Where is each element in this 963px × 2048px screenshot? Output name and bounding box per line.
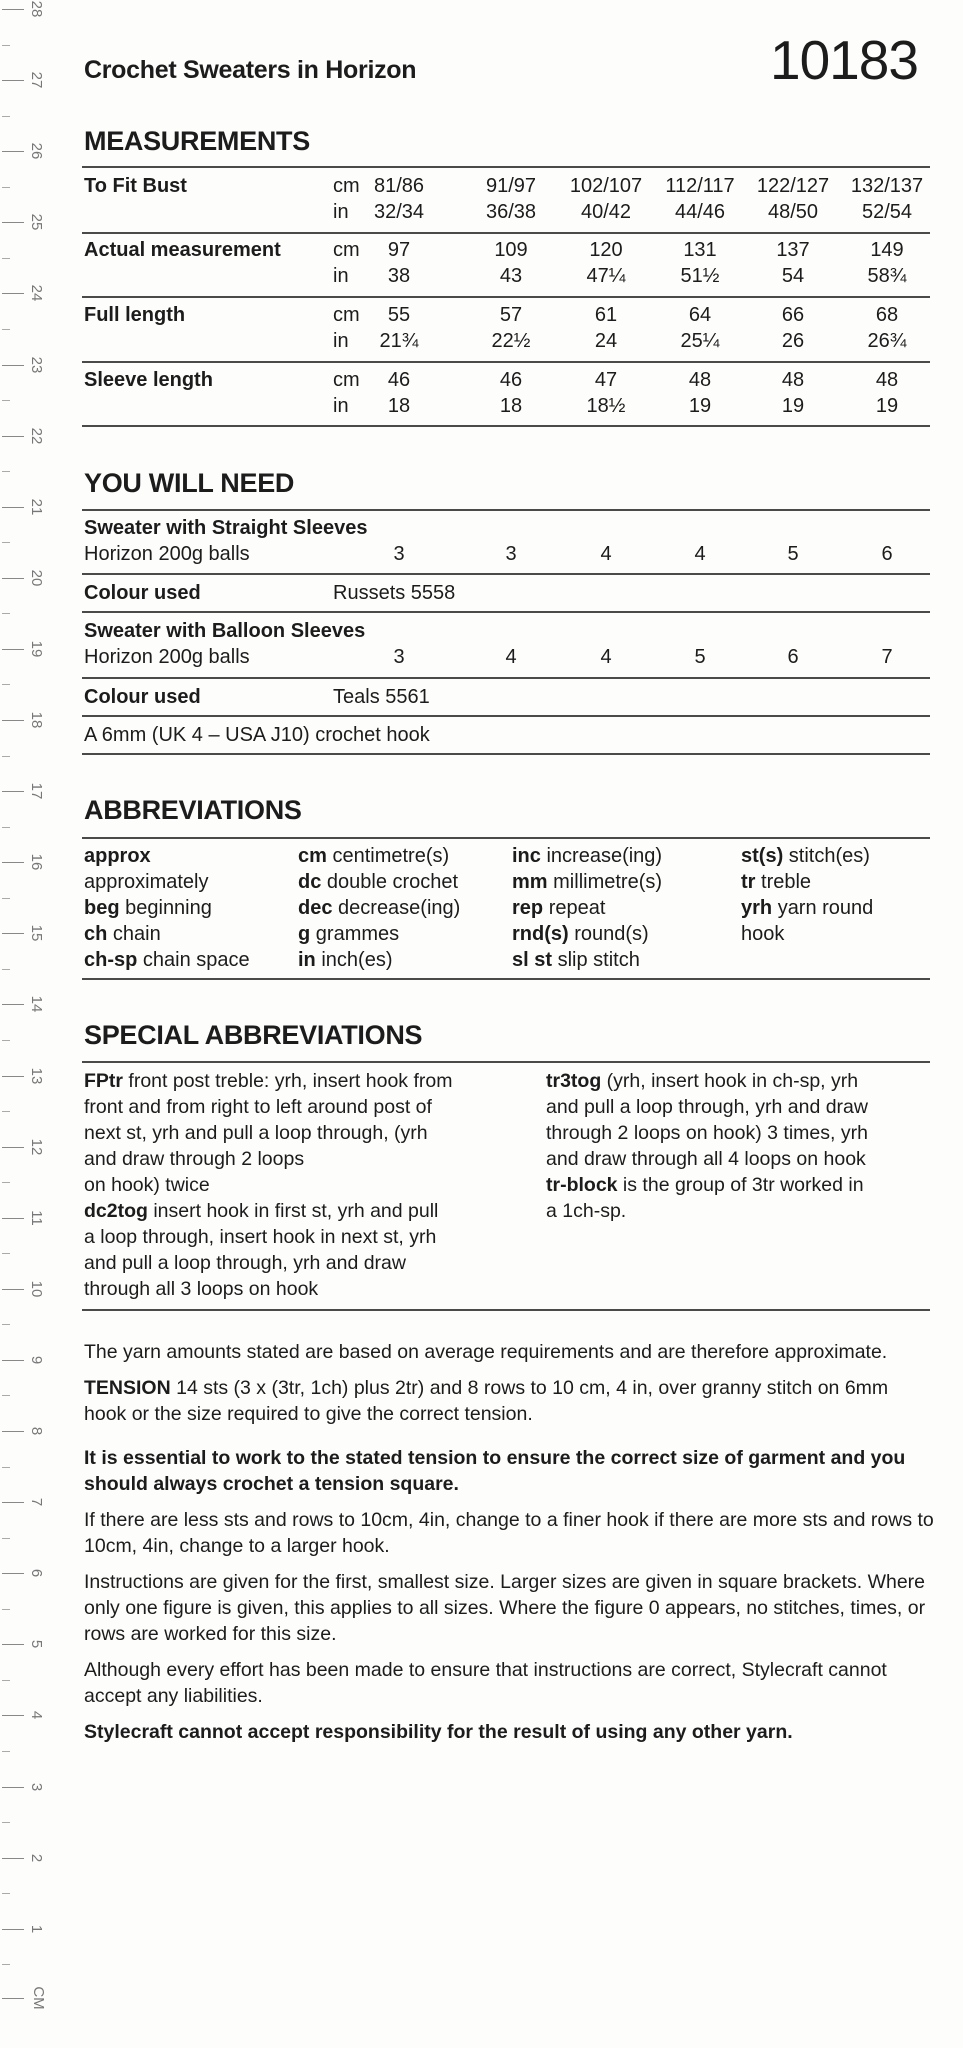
measurement-in-value: 26: [781, 330, 805, 352]
special-abbreviation-text: through all 3 loops on hook: [84, 1278, 319, 1300]
special-abbreviation-line: [84, 1173, 210, 1197]
ruler-label: 10: [28, 1280, 45, 1298]
special-abbreviation-line: [546, 1121, 868, 1145]
ruler-tick: [2, 933, 24, 934]
abbreviation-item: [298, 844, 449, 868]
measurement-cm-value: 55: [387, 304, 411, 326]
special-abbreviation-term: dc2tog: [84, 1200, 148, 1222]
ruler-tick: [2, 1004, 24, 1005]
ruler-tick: [2, 1076, 24, 1077]
divider: [82, 1309, 930, 1311]
instructions-note: Instructions are given for the first, smallest size. Larger sizes are given in square brackets. Where only one figure is given, this applies to all sizes. Where the figure 0 appears, no stitches, times, or rows are worked for this size.: [84, 1571, 926, 1645]
abbreviation-meaning: chain space: [142, 949, 250, 971]
measurement-cm-value: 132/137: [850, 175, 924, 197]
tension-label: TENSION: [84, 1377, 171, 1399]
measurement-in-value: 47¼: [586, 265, 626, 287]
abbreviation-term: cm: [298, 845, 327, 867]
abbreviation-term: tr: [741, 871, 756, 893]
divider: [82, 1061, 930, 1063]
balloon-colour-value: Teals 5561: [333, 686, 430, 708]
ball-count: 4: [505, 646, 517, 668]
special-abbreviation-text: next st, yrh and pull a loop through, (yrh: [84, 1122, 428, 1144]
ruler-tick: [2, 1644, 24, 1645]
ruler-minor-tick: [2, 258, 10, 259]
abbreviation-item: [512, 948, 640, 972]
ruler-minor-tick: [2, 1538, 10, 1539]
ruler-minor-tick: [2, 1324, 10, 1325]
special-abbreviation-text: on hook) twice: [84, 1174, 210, 1196]
special-abbreviation-term: FPtr: [84, 1070, 123, 1092]
ruler-label: 14: [28, 996, 45, 1013]
ruler-label: 7: [28, 1497, 45, 1507]
special-abbreviation-text: and draw through all 4 loops on hook: [546, 1148, 866, 1170]
measurement-cm-value: 68: [875, 304, 899, 326]
special-abbreviation-line: [84, 1147, 304, 1171]
ruler-minor-tick: [2, 1253, 10, 1254]
ruler-label: 19: [28, 640, 45, 658]
abbreviation-meaning: beginning: [125, 897, 212, 919]
ball-count: 5: [787, 543, 799, 565]
ruler-label: 8: [28, 1426, 45, 1436]
ruler-minor-tick: [2, 542, 10, 543]
divider: [82, 296, 930, 298]
ruler-label: 13: [28, 1067, 45, 1084]
ruler-label: 12: [28, 1138, 45, 1155]
measurement-in-value: 19: [875, 395, 899, 417]
special-abbreviation-text: through 2 loops on hook) 3 times, yrh: [546, 1122, 868, 1144]
abbreviation-item: [512, 896, 605, 920]
ruler-minor-tick: [2, 1751, 10, 1752]
measurement-label: Actual measurement: [84, 239, 281, 261]
abbreviation-term: sl st: [512, 949, 553, 971]
abbreviation-meaning: yarn round: [777, 897, 874, 919]
ruler-label: 2: [28, 1853, 45, 1862]
special-abbreviation-line: [546, 1069, 858, 1093]
ruler-minor-tick: [2, 613, 10, 614]
ruler-minor-tick: [2, 1111, 10, 1112]
abbreviation-meaning: chain: [112, 923, 161, 945]
special-abbreviation-text: a 1ch-sp.: [546, 1200, 627, 1222]
divider: [82, 361, 930, 363]
ruler-tick: [2, 1147, 24, 1148]
measurement-in-value: 48/50: [767, 201, 819, 223]
ruler-tick: [2, 1502, 24, 1503]
ruler-tick: [2, 80, 24, 81]
abbreviation-meaning: grammes: [315, 923, 400, 945]
special-abbreviation-text: front post treble: yrh, insert hook from: [123, 1070, 453, 1092]
abbreviation-term: in: [298, 949, 316, 971]
ruler-tick: [2, 578, 24, 579]
ruler-label: 27: [28, 71, 45, 89]
abbreviation-item: [298, 870, 458, 894]
ruler-minor-tick: [2, 471, 10, 472]
divider: [82, 509, 930, 511]
measurement-cm-value: 57: [499, 304, 523, 326]
pattern-title: Crochet Sweaters in Horizon: [84, 56, 417, 84]
divider: [82, 677, 930, 679]
divider: [82, 232, 930, 234]
unit-cm: cm: [333, 239, 360, 261]
unit-in: in: [333, 395, 349, 417]
abbreviation-item: [84, 870, 209, 894]
ruler-minor-tick: [2, 1822, 10, 1823]
measurement-in-value: 24: [594, 330, 618, 352]
ruler-label: 16: [28, 853, 45, 871]
ruler-label: 23: [28, 356, 45, 373]
ruler-tick: [2, 1858, 24, 1859]
you-will-need-heading: YOU WILL NEED: [84, 468, 295, 498]
ruler-minor-tick: [2, 756, 10, 757]
measurement-cm-value: 122/127: [756, 175, 830, 197]
ball-count: 6: [787, 646, 799, 668]
abbreviation-term: mm: [512, 871, 548, 893]
abbreviation-term: g: [298, 923, 311, 945]
ruler-label: 11: [28, 1209, 45, 1226]
ruler-label: 4: [28, 1711, 45, 1720]
abbreviation-item: [84, 844, 151, 868]
ruler-minor-tick: [2, 1040, 10, 1041]
abbreviation-meaning: inch(es): [321, 949, 393, 971]
ruler-tick: [2, 151, 24, 152]
ruler-label: 6: [28, 1569, 45, 1578]
notes: [84, 1339, 934, 1745]
abbreviation-term: rnd(s): [512, 923, 569, 945]
measurement-in-value: 44/46: [674, 201, 726, 223]
ball-count: 6: [881, 543, 893, 565]
measurement-in-value: 58¾: [867, 265, 907, 287]
ruler-minor-tick: [2, 1893, 10, 1894]
abbreviation-item: [84, 922, 161, 946]
ruler-minor-tick: [2, 116, 10, 117]
abbreviation-meaning: approximately: [84, 871, 209, 893]
unit-in: in: [333, 330, 349, 352]
measurement-label: Sleeve length: [84, 369, 213, 391]
abbreviation-term: inc: [512, 845, 541, 867]
ball-count: 4: [600, 646, 612, 668]
special-abbreviations-heading: SPECIAL ABBREVIATIONS: [84, 1020, 423, 1050]
ruler-minor-tick: [2, 45, 10, 46]
special-abbreviation-line: [84, 1251, 406, 1275]
ruler-tick: [2, 720, 24, 721]
balloon-colour-label: Colour used: [84, 686, 201, 708]
measurement-in-value: 19: [781, 395, 805, 417]
abbreviation-meaning: increase(ing): [546, 845, 663, 867]
special-abbreviation-term: tr-block: [546, 1174, 618, 1196]
ruler-minor-tick: [2, 1467, 10, 1468]
ruler-minor-tick: [2, 969, 10, 970]
abbreviation-meaning: slip stitch: [557, 949, 640, 971]
ruler-label: 18: [28, 711, 45, 729]
abbreviation-term: yrh: [741, 897, 773, 919]
special-abbreviation-text: insert hook in first st, yrh and pull: [147, 1200, 439, 1222]
hook-requirement: A 6mm (UK 4 – USA J10) crochet hook: [84, 724, 430, 746]
abbreviation-term: dec: [298, 897, 333, 919]
measurement-label: To Fit Bust: [84, 175, 187, 197]
measurement-cm-value: 48: [781, 369, 805, 391]
measurement-cm-value: 97: [387, 239, 411, 261]
liability-note: Although every effort has been made to ensure that instructions are correct, Stylecraft cannot accept any liabilities.: [84, 1659, 887, 1707]
measurement-in-value: 51½: [680, 265, 720, 287]
ruler-label: 17: [28, 782, 45, 800]
measurement-cm-value: 47: [594, 369, 618, 391]
divider: [82, 978, 930, 980]
ruler-minor-tick: [2, 1395, 10, 1396]
ruler-minor-tick: [2, 1680, 10, 1681]
measurement-in-value: 18: [387, 395, 411, 417]
divider: [82, 753, 930, 755]
divider: [82, 573, 930, 575]
measurement-cm-value: 81/86: [373, 175, 425, 197]
tension-note: [84, 1375, 934, 1427]
measurement-cm-value: 112/117: [665, 175, 735, 197]
measurement-in-value: 18: [499, 395, 523, 417]
abbreviation-meaning: round(s): [574, 923, 649, 945]
divider: [82, 425, 930, 427]
ruler-label: 3: [28, 1782, 45, 1791]
measurement-cm-value: 66: [781, 304, 805, 326]
measurement-cm-value: 137: [776, 239, 810, 261]
ruler-label: 28: [28, 0, 45, 18]
ball-count: 3: [393, 646, 405, 668]
special-abbreviation-line: [84, 1277, 318, 1301]
ball-count: 3: [393, 543, 405, 565]
measurement-cm-value: 48: [688, 369, 712, 391]
straight-sleeves-title: Sweater with Straight Sleeves: [84, 517, 368, 539]
straight-yarn-label: Horizon 200g balls: [84, 543, 250, 565]
abbreviation-item: [741, 922, 784, 946]
cm-ruler: [0, 0, 60, 2048]
ruler-tick: [2, 649, 24, 650]
ruler-tick: [2, 791, 24, 792]
special-abbreviation-line: [84, 1121, 428, 1145]
measurement-cm-value: 149: [870, 239, 904, 261]
ruler-tick: [2, 1218, 24, 1219]
ruler-tick: [2, 1715, 24, 1716]
ruler-tick: [2, 293, 24, 294]
measurement-cm-value: 102/107: [569, 175, 643, 197]
abbreviation-term: beg: [84, 897, 120, 919]
abbreviation-meaning: millimetre(s): [553, 871, 663, 893]
ball-count: 4: [694, 543, 706, 565]
unit-cm: cm: [333, 304, 360, 326]
special-abbreviation-line: [546, 1095, 868, 1119]
ball-count: 3: [505, 543, 517, 565]
abbreviation-meaning: decrease(ing): [338, 897, 461, 919]
special-abbreviation-line: [546, 1173, 864, 1197]
special-abbreviation-text: (yrh, insert hook in ch-sp, yrh: [601, 1070, 859, 1092]
ruler-label: 1: [28, 1924, 45, 1933]
ruler-tick: [2, 1360, 24, 1361]
ruler-label: 22: [28, 427, 45, 444]
special-abbreviation-line: [84, 1225, 436, 1249]
abbreviation-item: [512, 870, 662, 894]
ruler-tick: [2, 9, 24, 10]
measurement-in-value: 32/34: [373, 201, 425, 223]
measurement-in-value: 26¾: [867, 330, 907, 352]
special-abbreviation-text: and pull a loop through, yrh and draw: [546, 1096, 868, 1118]
abbreviation-item: [298, 922, 399, 946]
divider: [82, 715, 930, 717]
measurement-cm-value: 131: [683, 239, 717, 261]
straight-colour-label: Colour used: [84, 582, 201, 604]
measurement-in-value: 18½: [586, 395, 626, 417]
abbreviation-item: [84, 948, 250, 972]
measurement-in-value: 19: [688, 395, 712, 417]
special-abbreviation-text: a loop through, insert hook in next st, yrh: [84, 1226, 437, 1248]
measurement-label: Full length: [84, 304, 186, 326]
abbreviation-item: [298, 896, 460, 920]
ruler-minor-tick: [2, 1182, 10, 1183]
measurement-in-value: 52/54: [861, 201, 913, 223]
balloon-yarn-label: Horizon 200g balls: [84, 646, 250, 668]
measurement-cm-value: 46: [499, 369, 523, 391]
ruler-label: 5: [28, 1640, 45, 1649]
unit-in: in: [333, 201, 349, 223]
measurement-in-value: 21¾: [379, 330, 419, 352]
measurement-in-value: 36/38: [485, 201, 537, 223]
measurement-in-value: 40/42: [580, 201, 632, 223]
abbreviation-term: st(s): [741, 845, 784, 867]
measurement-cm-value: 120: [589, 239, 623, 261]
ruler-tick: [2, 365, 24, 366]
special-abbreviation-term: tr3tog: [546, 1070, 602, 1092]
straight-colour-value: Russets 5558: [333, 582, 456, 604]
ruler-unit-label: CM: [30, 1986, 47, 2010]
ruler-tick: [2, 436, 24, 437]
abbreviation-item: [298, 948, 392, 972]
ruler-tick: [2, 1998, 24, 1999]
ruler-label: 21: [28, 498, 45, 516]
ruler-tick: [2, 1289, 24, 1290]
divider: [82, 166, 930, 168]
ruler-minor-tick: [2, 187, 10, 188]
measurement-cm-value: 64: [688, 304, 712, 326]
ruler-minor-tick: [2, 827, 10, 828]
measurement-cm-value: 91/97: [485, 175, 537, 197]
responsibility-note: Stylecraft cannot accept responsibility for the result of using any other yarn.: [84, 1721, 793, 1743]
abbreviation-meaning: centimetre(s): [332, 845, 450, 867]
measurement-in-value: 54: [781, 265, 805, 287]
measurement-in-value: 22½: [491, 330, 531, 352]
special-abbreviation-text: is the group of 3tr worked in: [617, 1174, 864, 1196]
special-abbreviation-text: front and from right to left around post of: [84, 1096, 432, 1118]
ruler-tick: [2, 1787, 24, 1788]
measurement-in-value: 38: [387, 265, 411, 287]
unit-cm: cm: [333, 369, 360, 391]
divider: [82, 611, 930, 613]
abbreviation-meaning: hook: [741, 923, 785, 945]
ruler-minor-tick: [2, 1964, 10, 1965]
ruler-tick: [2, 507, 24, 508]
abbreviation-meaning: treble: [761, 871, 812, 893]
abbreviation-item: [84, 896, 212, 920]
abbreviations-heading: ABBREVIATIONS: [84, 795, 302, 825]
measurement-cm-value: 46: [387, 369, 411, 391]
abbreviation-term: ch-sp: [84, 949, 138, 971]
measurement-in-value: 25¼: [680, 330, 720, 352]
abbreviation-item: [512, 922, 649, 946]
tension-text: 14 sts (3 x (3tr, 1ch) plus 2tr) and 8 rows to 10 cm, 4 in, over granny stitch on 6mm hook or the size required to give the correct tension.: [84, 1377, 889, 1425]
abbreviation-item: [741, 870, 811, 894]
measurement-cm-value: 109: [494, 239, 528, 261]
ruler-minor-tick: [2, 329, 10, 330]
unit-cm: cm: [333, 175, 360, 197]
ball-count: 7: [881, 646, 893, 668]
yarn-amounts-note: The yarn amounts stated are based on average requirements and are therefore approximate.: [84, 1341, 888, 1363]
ruler-tick: [2, 1929, 24, 1930]
special-abbreviation-text: and pull a loop through, yrh and draw: [84, 1252, 406, 1274]
abbreviation-item: [741, 896, 873, 920]
ruler-label: 26: [28, 142, 45, 160]
ruler-tick: [2, 1431, 24, 1432]
ruler-label: 9: [28, 1355, 45, 1365]
ball-count: 4: [600, 543, 612, 565]
divider: [82, 837, 930, 839]
special-abbreviation-line: [546, 1199, 626, 1223]
special-abbreviation-line: [546, 1147, 866, 1171]
measurement-cm-value: 61: [594, 304, 618, 326]
ball-count: 5: [694, 646, 706, 668]
measurements-heading: MEASUREMENTS: [84, 126, 310, 156]
abbreviation-item: [512, 844, 662, 868]
balloon-sleeves-title: Sweater with Balloon Sleeves: [84, 620, 366, 642]
abbreviation-term: dc: [298, 871, 322, 893]
ruler-minor-tick: [2, 684, 10, 685]
ruler-label: 20: [28, 569, 45, 587]
special-abbreviation-text: and draw through 2 loops: [84, 1148, 305, 1170]
abbreviation-item: [741, 844, 870, 868]
pattern-number: 10183: [770, 29, 918, 91]
measurement-cm-value: 48: [875, 369, 899, 391]
ruler-minor-tick: [2, 400, 10, 401]
unit-in: in: [333, 265, 349, 287]
abbreviation-term: rep: [512, 897, 544, 919]
ruler-minor-tick: [2, 898, 10, 899]
abbreviation-term: ch: [84, 923, 108, 945]
ruler-tick: [2, 862, 24, 863]
ruler-label: 15: [28, 924, 45, 942]
essential-tension-note: It is essential to work to the stated tension to ensure the correct size of garment and you should always crochet a tension square.: [84, 1447, 906, 1495]
abbreviation-term: approx: [84, 845, 151, 867]
ruler-tick: [2, 1573, 24, 1574]
special-abbreviation-line: [84, 1095, 432, 1119]
ruler-minor-tick: [2, 1609, 10, 1610]
ruler-label: 24: [28, 285, 45, 302]
measurement-in-value: 43: [499, 265, 523, 287]
special-abbreviation-line: [84, 1069, 452, 1093]
special-abbreviation-line: [84, 1199, 438, 1223]
ruler-label: 25: [28, 213, 45, 231]
abbreviation-meaning: repeat: [548, 897, 606, 919]
ruler-tick: [2, 222, 24, 223]
abbreviation-meaning: stitch(es): [788, 845, 870, 867]
abbreviation-meaning: double crochet: [326, 871, 459, 893]
hook-change-note: If there are less sts and rows to 10cm, 4in, change to a finer hook if there are more sts and rows to 10cm, 4in, change to a larger hook.: [84, 1509, 934, 1557]
